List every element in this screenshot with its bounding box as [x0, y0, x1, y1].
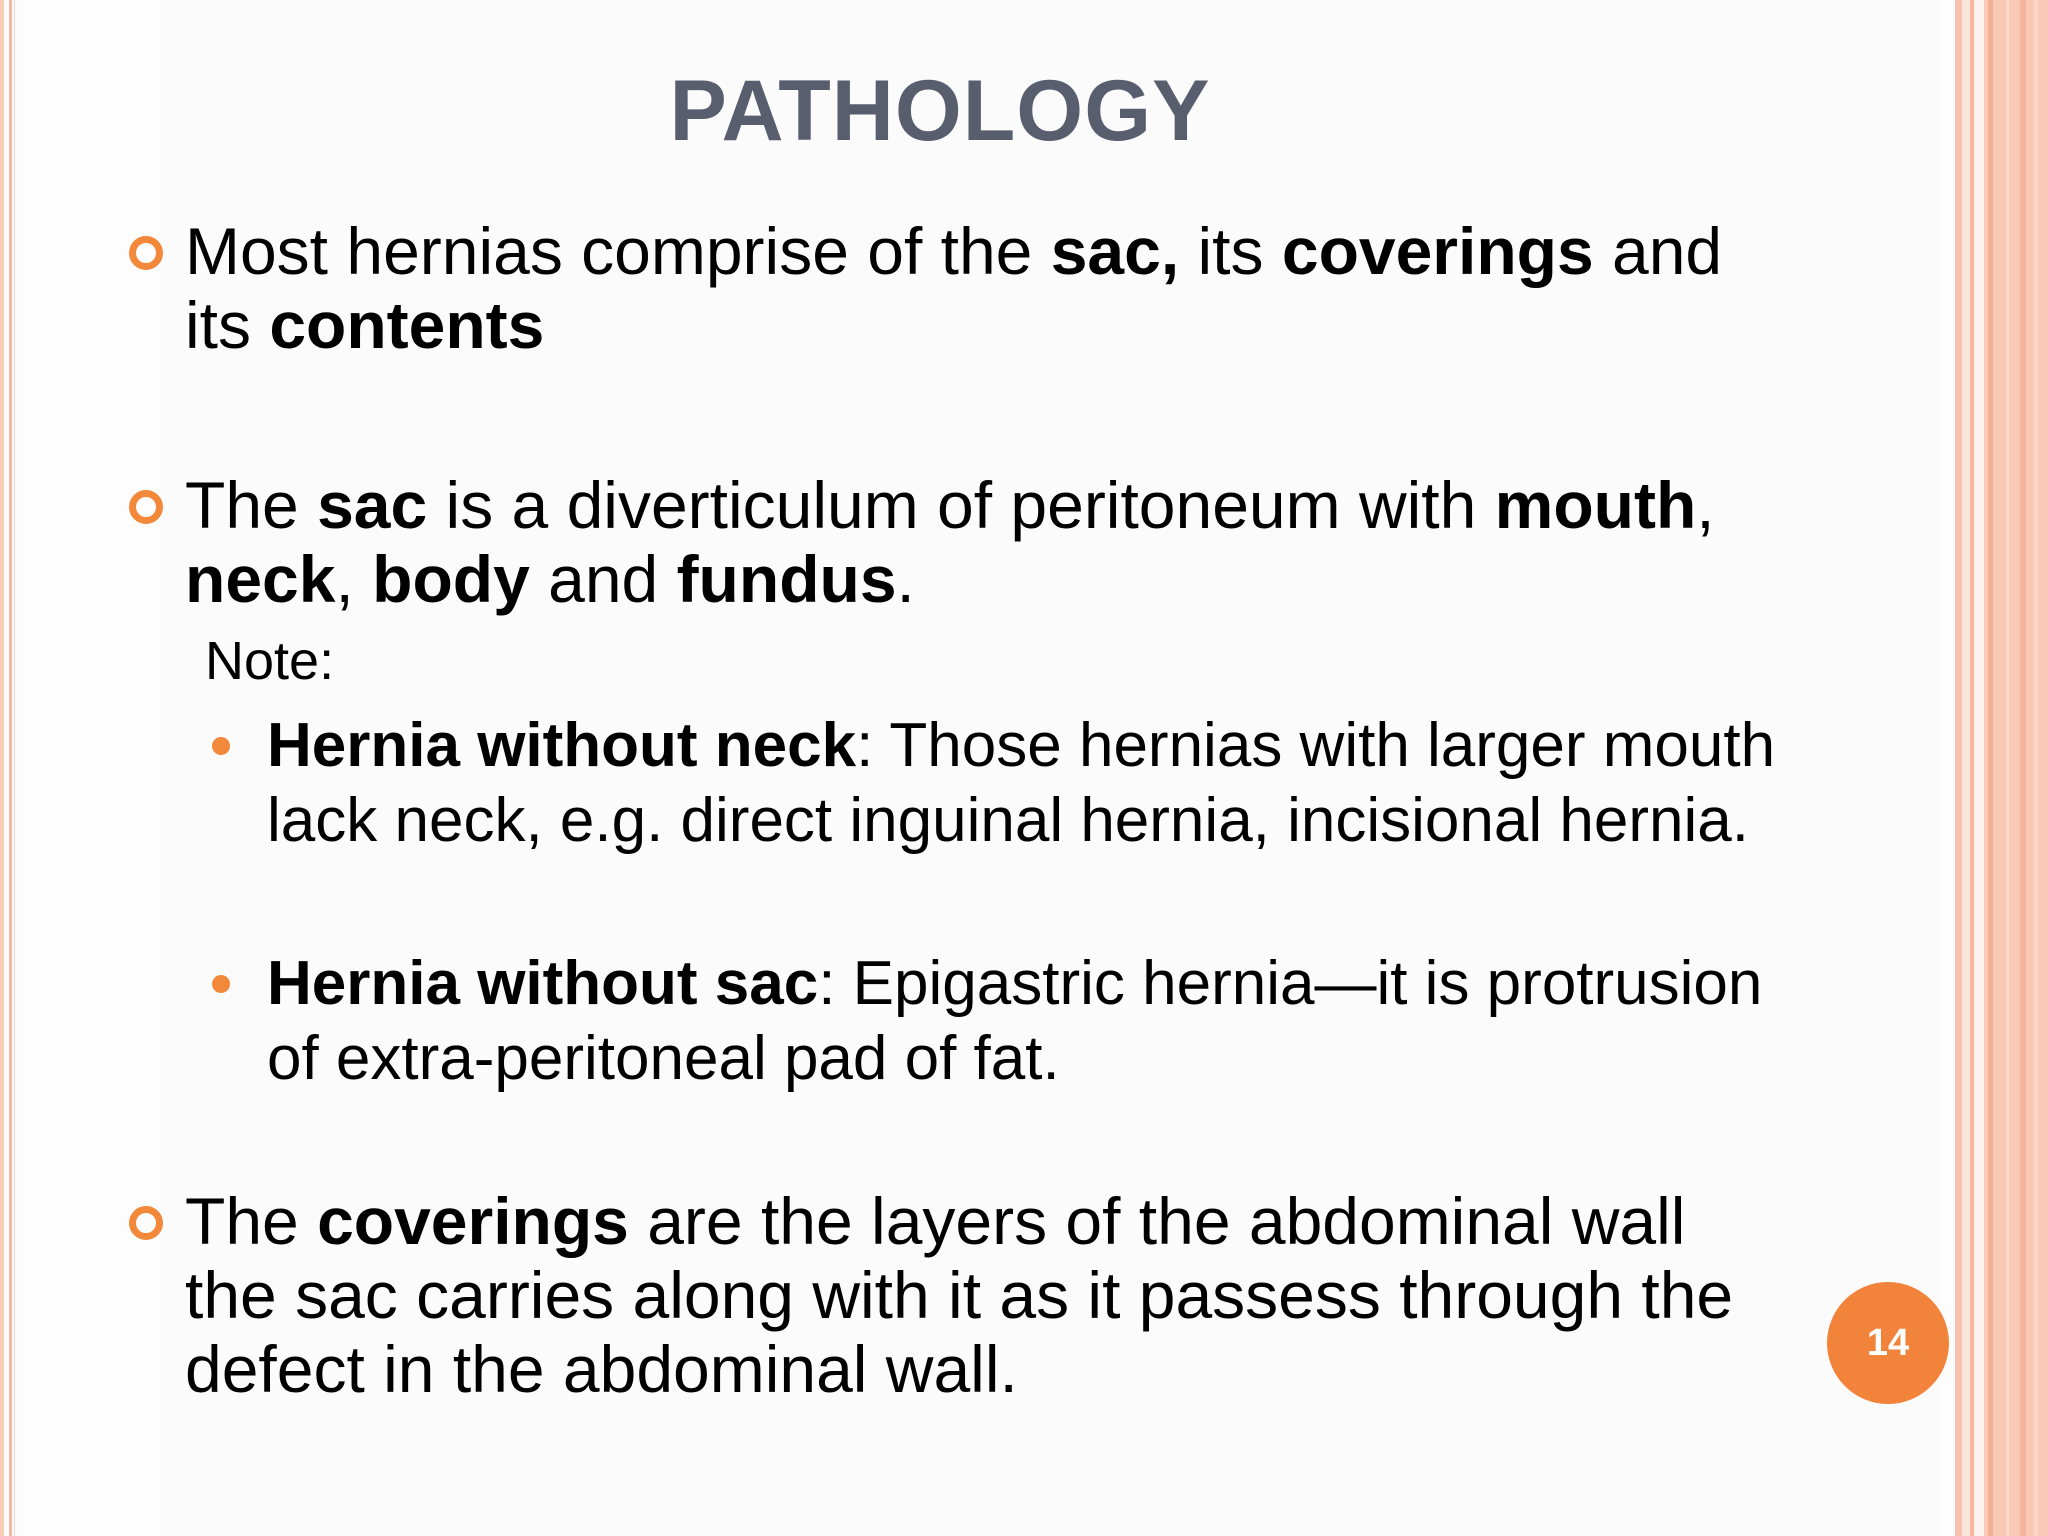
bold-term: mouth: [1494, 468, 1697, 542]
bullet-text: [185, 214, 1722, 362]
right-border-band: [1955, 0, 1962, 1536]
bold-term: contents: [269, 288, 545, 362]
right-border-band: [1988, 0, 1993, 1536]
text-run: is a diverticulum of peritoneum with: [427, 468, 1495, 542]
bold-term: sac: [317, 468, 428, 542]
text-run: ,: [335, 542, 373, 616]
bold-term: Hernia without neck: [267, 711, 857, 780]
text-run: : Epigastric hernia—it is protrusion of extra-peritoneal pad of fat.: [267, 949, 1763, 1093]
bold-term: Hernia without sac: [267, 949, 819, 1018]
sub-bullet-text: [267, 711, 1775, 855]
sub-bullet-item: [267, 946, 1827, 1096]
left-border-line: [14, 0, 15, 1536]
bold-term: body: [372, 542, 530, 616]
page-number-badge: 14: [1827, 1282, 1949, 1404]
bold-term: coverings: [317, 1184, 629, 1258]
text-run: The: [185, 1184, 318, 1258]
slide-title: PATHOLOGY: [669, 63, 1211, 159]
bold-term: fundus: [676, 542, 897, 616]
dot-bullet-icon: [212, 975, 230, 993]
text-run: are the layers of the abdominal wall the sac carries along with it as it passess through the defect in the abdominal wall.: [185, 1184, 1734, 1406]
right-border-band: [2006, 0, 2009, 1536]
text-run: : Those hernias with larger mouth lack neck, e.g. direct inguinal hernia, incisional hernia.: [267, 711, 1776, 855]
bullet-text: [185, 468, 1715, 616]
text-run: ,: [1696, 468, 1715, 542]
bullet-item: [185, 468, 1785, 616]
text-run: and its: [185, 214, 1723, 362]
bullet-item: [185, 1184, 1785, 1406]
left-border-line: [0, 0, 4, 1536]
text-run: its: [1179, 214, 1282, 288]
ring-bullet-icon: [129, 236, 163, 270]
bullet-text: [185, 1184, 1733, 1406]
note-label: Note:: [205, 631, 335, 691]
text-run: and: [529, 542, 677, 616]
text-run: .: [896, 542, 915, 616]
right-border-band: [1962, 0, 1970, 1536]
left-border-line: [9, 0, 12, 1536]
text-run: The: [185, 468, 318, 542]
bold-term: sac,: [1050, 214, 1180, 288]
sub-bullet-text: [267, 949, 1762, 1093]
right-border-band: [2034, 0, 2038, 1536]
text-run: Most hernias comprise of the: [185, 214, 1051, 288]
right-border-band: [2020, 0, 2026, 1536]
ring-bullet-icon: [129, 490, 163, 524]
right-border-band: [1974, 0, 1984, 1536]
right-border-band: [1984, 0, 2048, 1536]
ring-bullet-icon: [129, 1206, 163, 1240]
bold-term: coverings: [1281, 214, 1594, 288]
bold-term: neck: [185, 542, 336, 616]
dot-bullet-icon: [212, 737, 230, 755]
sub-bullet-item: [267, 708, 1827, 858]
bullet-item: [185, 214, 1785, 362]
